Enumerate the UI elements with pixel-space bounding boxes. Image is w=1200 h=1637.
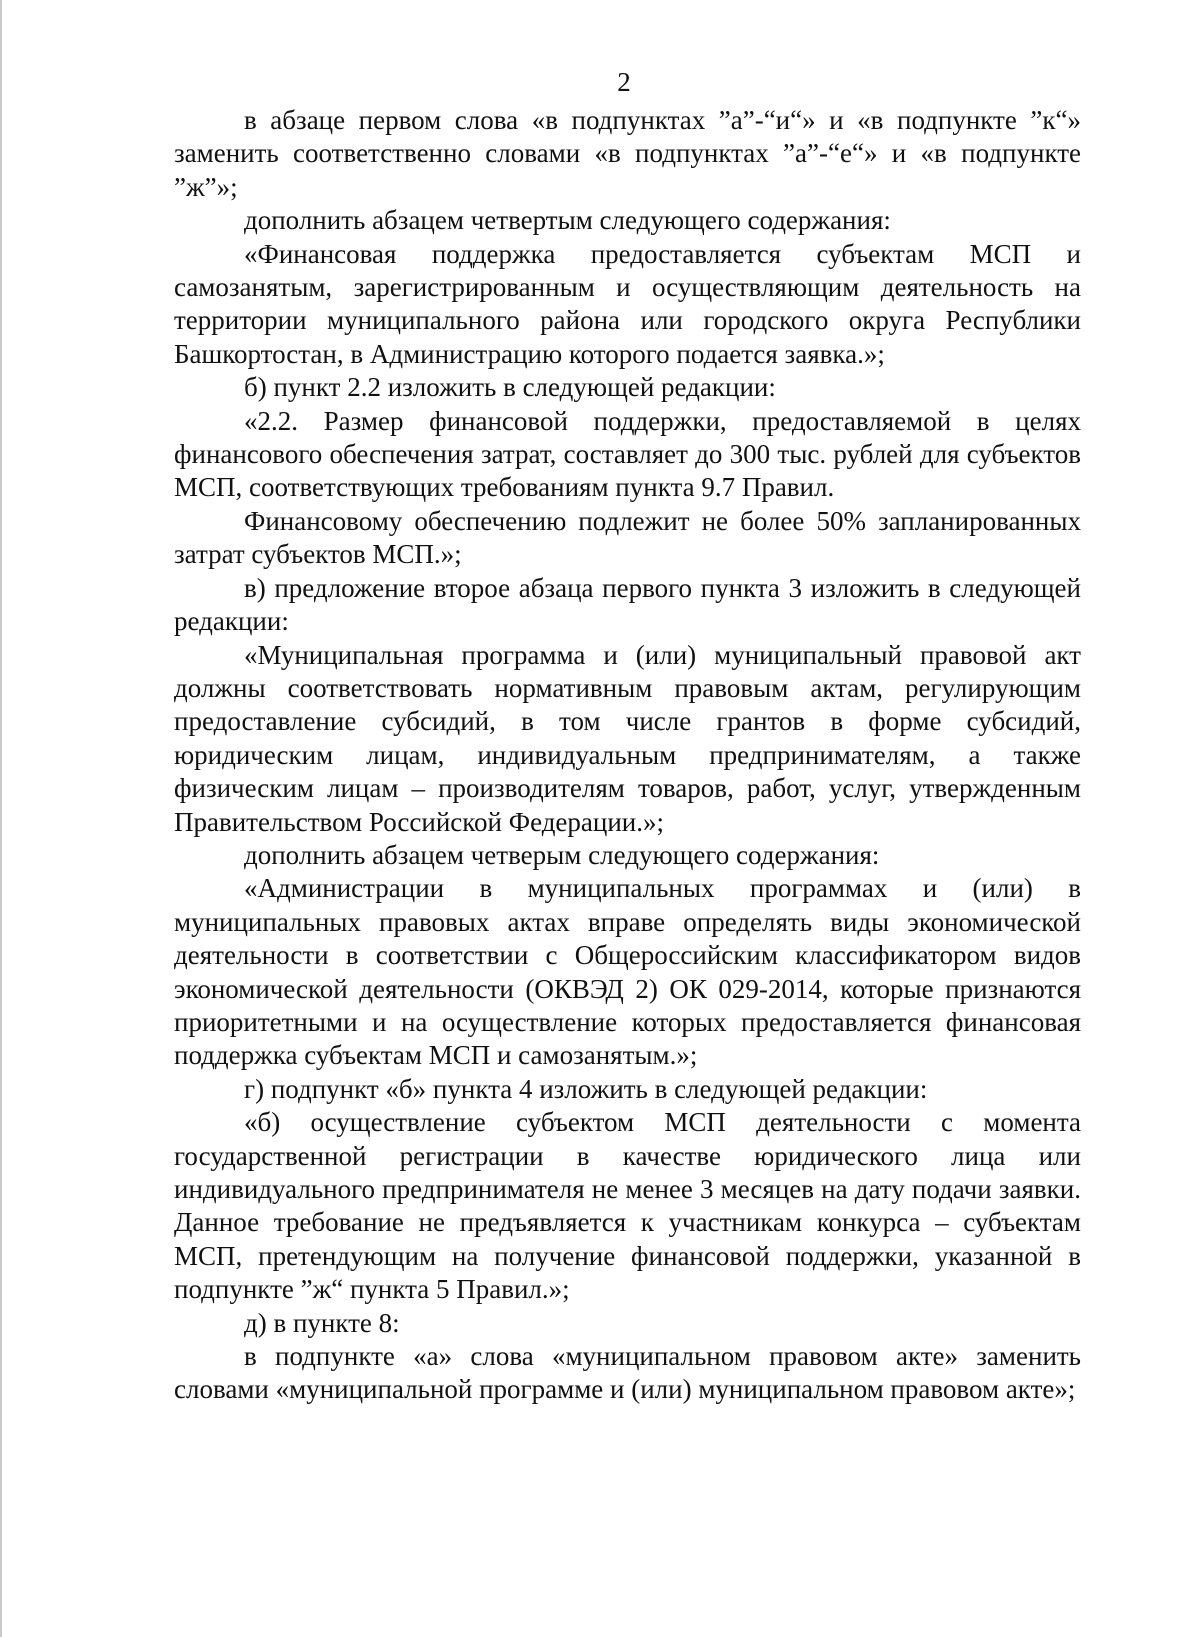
paragraph-14: в подпункте «а» слова «муниципальном правовом акте» заменить словами «муниципальной программе и (или) муниципальном правовом акте»; bbox=[174, 1341, 1081, 1405]
paragraph-5: «2.2. Размер финансовой поддержки, предоставляемой в целях финансового обеспечения затрат, составляет до 300 тыс. рублей для субъектов МСП, соответствующих требованиям пункта 9.7 Правил. bbox=[174, 405, 1081, 503]
paragraph-2: дополнить абзацем четвертым следующего содержания: bbox=[244, 205, 891, 236]
paragraph-3: «Финансовая поддержка предоставляется субъектам МСП и самозанятым, зарегистрированным и осуществляющим деятельность на территории муниципального района или городского округа Республики Башкортостан, в Администрацию которого подается заявка.»; bbox=[174, 238, 1081, 369]
paragraph-10: «Администрации в муниципальных программах и (или) в муниципальных правовых актах вправе определять виды экономической деятельности в соответствии с Общероссийским классификатором видов экономической деятельности (ОКВЭД 2) ОК 029-2014, которые признаются приоритетными и на осуществление которых предоставляется финансовая поддержка субъектам МСП и самозанятым.»; bbox=[174, 873, 1081, 1071]
paragraph-4: б) пункт 2.2 изложить в следующей редакции: bbox=[244, 372, 776, 403]
paragraph-12: «б) осуществление субъектом МСП деятельности с момента государственной регистрации в качестве юридического лица или индивидуального предпринимателя не менее 3 месяцев на дату подачи заявки. Данное требование не предъявляется к участникам конкурса – субъектам МСП, претендующим на получение финансовой поддержки, указанной в подпункте ”ж“ пункта 5 Правил.»; bbox=[174, 1107, 1081, 1305]
paragraph-8: «Муниципальная программа и (или) муниципальный правовой акт должны соответствовать нормативным правовым актам, регулирующим предоставление субсидий, в том числе грантов в форме субсидий, юридическим лицам, индивидуальным предпринимателям, а также физическим лицам – производителям товаров, работ, услуг, утвержденным Правительством Российской Федерации.»; bbox=[174, 639, 1081, 837]
paragraph-9: дополнить абзацем четверым следующего содержания: bbox=[244, 839, 880, 870]
paragraph-13: д) в пункте 8: bbox=[244, 1307, 400, 1338]
paragraph-7: в) предложение второе абзаца первого пункта 3 изложить в следующей редакции: bbox=[174, 572, 1081, 637]
page-number: 2 bbox=[617, 67, 631, 97]
document-body bbox=[174, 104, 1081, 1407]
paragraph-11: г) подпункт «б» пункта 4 изложить в следующей редакции: bbox=[244, 1073, 928, 1104]
paragraph-1: в абзаце первом слова «в подпунктах ”а”-“и“» и «в подпункте ”к“» заменить соответственно словами «в подпунктах ”а”-“е“» и «в подпункте ”ж”»; bbox=[174, 105, 1081, 202]
scan-edge-left bbox=[0, 0, 2, 1637]
paragraph-6: Финансовому обеспечению подлежит не более 50% запланированных затрат субъектов МСП.»; bbox=[174, 505, 1081, 570]
